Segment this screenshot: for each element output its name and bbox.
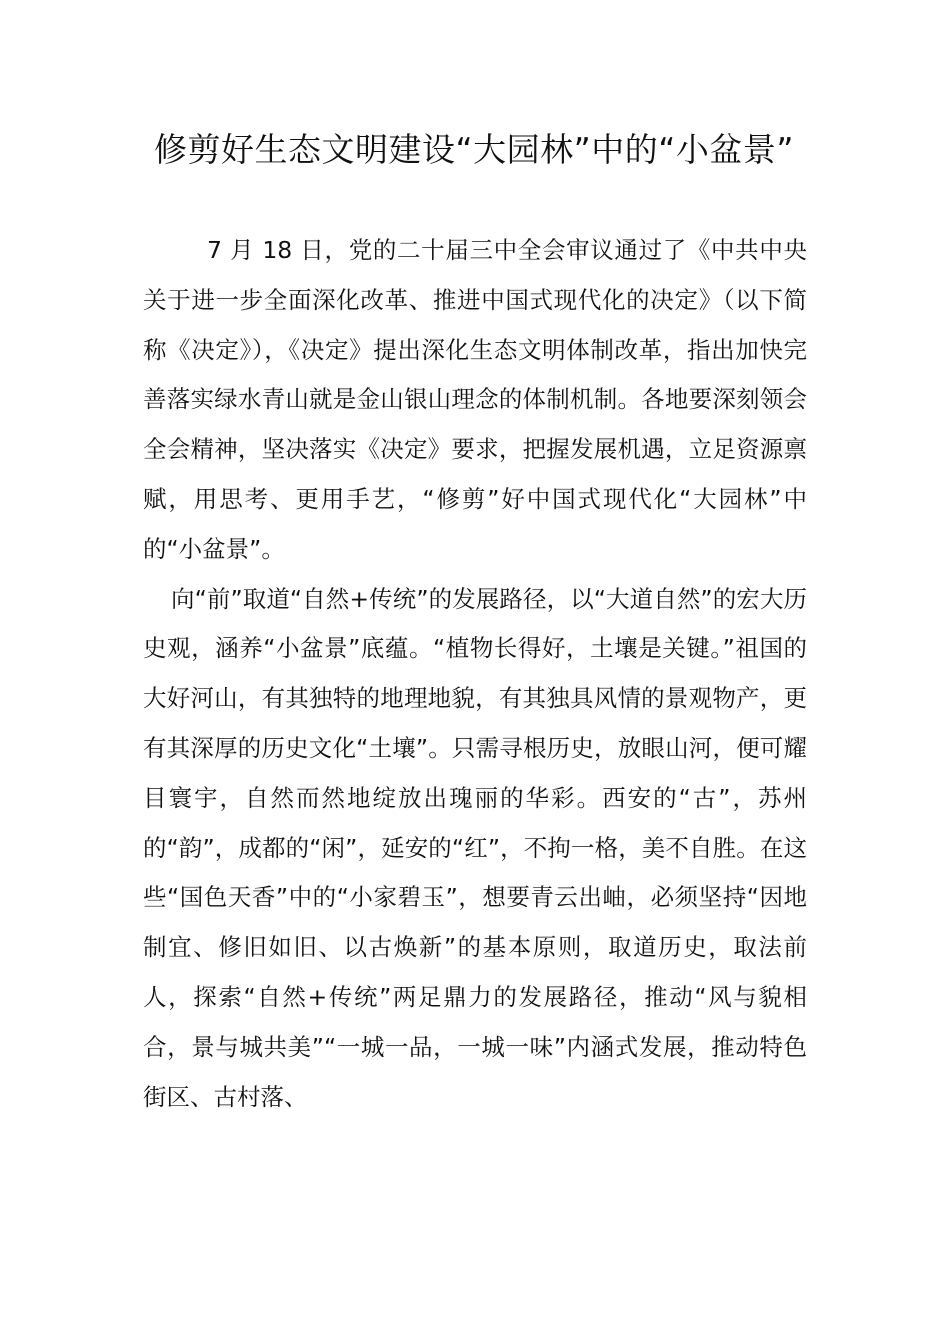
paragraph: 向“前”取道“自然+传统”的发展路径，以“大道自然”的宏大历史观，涵养“小盆景”底蕴。“植物长得好，土壤是关键。”祖国的大好河山，有其独特的地理地貌，有其独具风情的景观物产，更有其深厚的历史文化“土壤”。只需寻根历史，放眼山河，便可耀目寰宇，自然而然地绽放出瑰丽的华彩。西安的“古”，苏州的“韵”，成都的“闲”，延安的“红”，不拘一格，美不自胜。在这些“国色天香”中的“小家碧玉”，想要青云出岫，必须坚持“因地制宜、修旧如旧、以古焕新”的基本原则，取道历史，取法前人，探索“自然+传统”两足鼎力的发展路径，推动“风与貌相合，景与城共美”“一城一品，一城一味”内涵式发展，推动特色街区、古村落、 [143,584,807,1111]
page-title: 修剪好生态文明建设“大园林”中的“小盆景” [154,130,794,169]
document-body [143,226,807,1122]
paragraph: 7 月 18 日，党的二十届三中全会审议通过了《中共中央关于进一步全面深化改革、推进中国式现代化的决定》（以下简称《决定》），《决定》提出深化生态文明体制改革，指出加快完善落实绿水青山就是金山银山理念的体制机制。各地要深刻领会全会精神，坚决落实《决定》要求，把握发展机遇，立足资源禀赋，用思考、更用手艺，“修剪”好中国式现代化“大园林”中的“小盆景”。 [143,236,807,563]
